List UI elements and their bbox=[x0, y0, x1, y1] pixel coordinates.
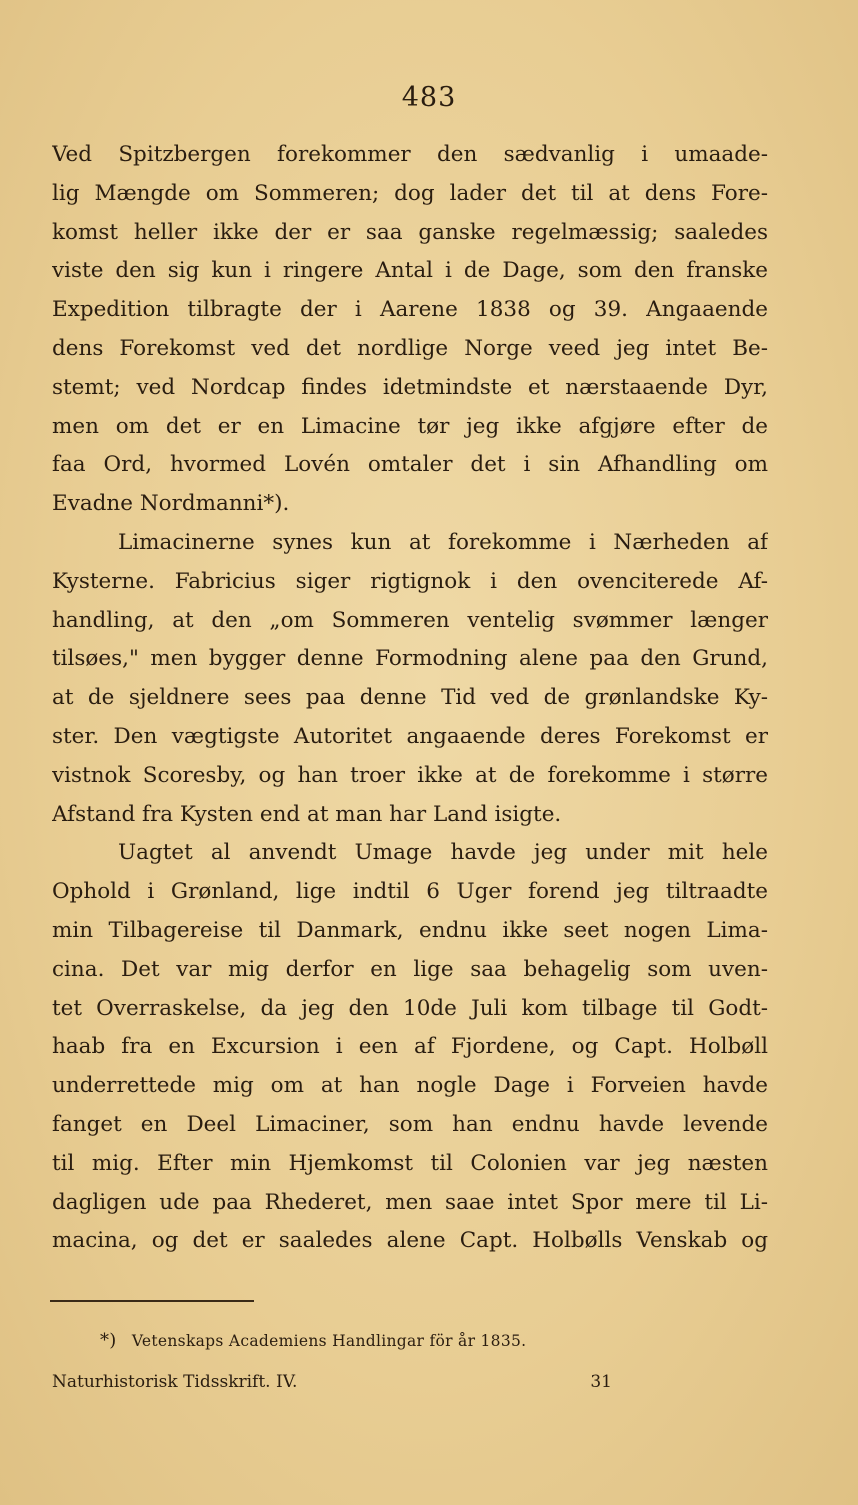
text-line: macina, og det er saaledes alene Capt. Holbølls Venskab og bbox=[52, 1228, 768, 1254]
text-line: tilsøes," men bygger denne Formodning alene paa den Grund, bbox=[52, 646, 768, 672]
text-line: Afstand fra Kysten end at man har Land isigte. bbox=[52, 801, 562, 827]
printer-signature bbox=[52, 1372, 612, 1392]
text-line: dens Forekomst ved det nordlige Norge veed jeg intet Be- bbox=[52, 335, 768, 361]
text-line: Ved Spitzbergen forekommer den sædvanlig i umaade- bbox=[52, 142, 768, 167]
text-line: Kysterne. Fabricius siger rigtignok i den ovenciterede Af- bbox=[52, 568, 768, 594]
text-line: Evadne Nordmanni*). bbox=[52, 491, 290, 517]
text-line: at de sjeldnere sees paa denne Tid ved de grønlandske Ky- bbox=[52, 685, 768, 711]
text-line: haab fra en Excursion i een af Fjordene, og Capt. Holbøll bbox=[52, 1034, 768, 1060]
journal-title: Naturhistorisk Tidsskrift. IV. bbox=[52, 1372, 298, 1392]
signature-number: 31 bbox=[590, 1372, 612, 1392]
text-line: fanget en Deel Limaciner, som han endnu havde levende bbox=[52, 1111, 768, 1137]
text-line: dagligen ude paa Rhederet, men saae intet Spor mere til Li- bbox=[52, 1189, 768, 1215]
text-line: komst heller ikke der er saa ganske regelmæssig; saaledes bbox=[52, 219, 768, 245]
text-line: Limacinerne synes kun at forekomme i Nærheden af bbox=[118, 529, 768, 555]
text-line: men om det er en Limacine tør jeg ikke afgjøre efter de bbox=[52, 413, 768, 439]
page-number: 483 bbox=[401, 82, 457, 113]
text-line: faa Ord, hvormed Lovén omtaler det i sin Afhandling om bbox=[52, 452, 768, 478]
text-line: underrettede mig om at han nogle Dage i Forveien havde bbox=[52, 1073, 768, 1099]
footnote-rule bbox=[50, 1300, 254, 1302]
text-line: viste den sig kun i ringere Antal i de Dage, som den franske bbox=[52, 258, 768, 284]
text-line: handling, at den „om Sommeren ventelig svømmer længer bbox=[52, 607, 768, 633]
footnote bbox=[100, 1330, 660, 1351]
text-line: tet Overraskelse, da jeg den 10de Juli kom tilbage til Godt- bbox=[52, 995, 768, 1021]
text-line: Expedition tilbragte der i Aarene 1838 og 39. Angaaende bbox=[52, 297, 768, 323]
text-line: Uagtet al anvendt Umage havde jeg under mit hele bbox=[118, 840, 768, 866]
text-line: ster. Den vægtigste Autoritet angaaende deres Forekomst er bbox=[52, 723, 768, 749]
text-line: til mig. Efter min Hjemkomst til Colonien var jeg næsten bbox=[52, 1150, 768, 1176]
text-line: stemt; ved Nordcap findes idetmindste et nærstaaende Dyr, bbox=[52, 374, 768, 400]
text-line: lig Mængde om Sommeren; dog lader det til at dens Fore- bbox=[52, 180, 768, 206]
footnote-mark: *) bbox=[100, 1330, 117, 1351]
text-line: vistnok Scoresby, og han troer ikke at de forekomme i større bbox=[52, 762, 768, 788]
text-line: Ophold i Grønland, lige indtil 6 Uger forend jeg tiltraadte bbox=[52, 879, 768, 905]
body-text bbox=[52, 136, 768, 1261]
footnote-text: Vetenskaps Academiens Handlingar för år 1835. bbox=[131, 1332, 527, 1350]
text-line: min Tilbagereise til Danmark, endnu ikke seet nogen Lima- bbox=[52, 917, 768, 943]
text-line: cina. Det var mig derfor en lige saa behagelig som uven- bbox=[52, 956, 768, 982]
